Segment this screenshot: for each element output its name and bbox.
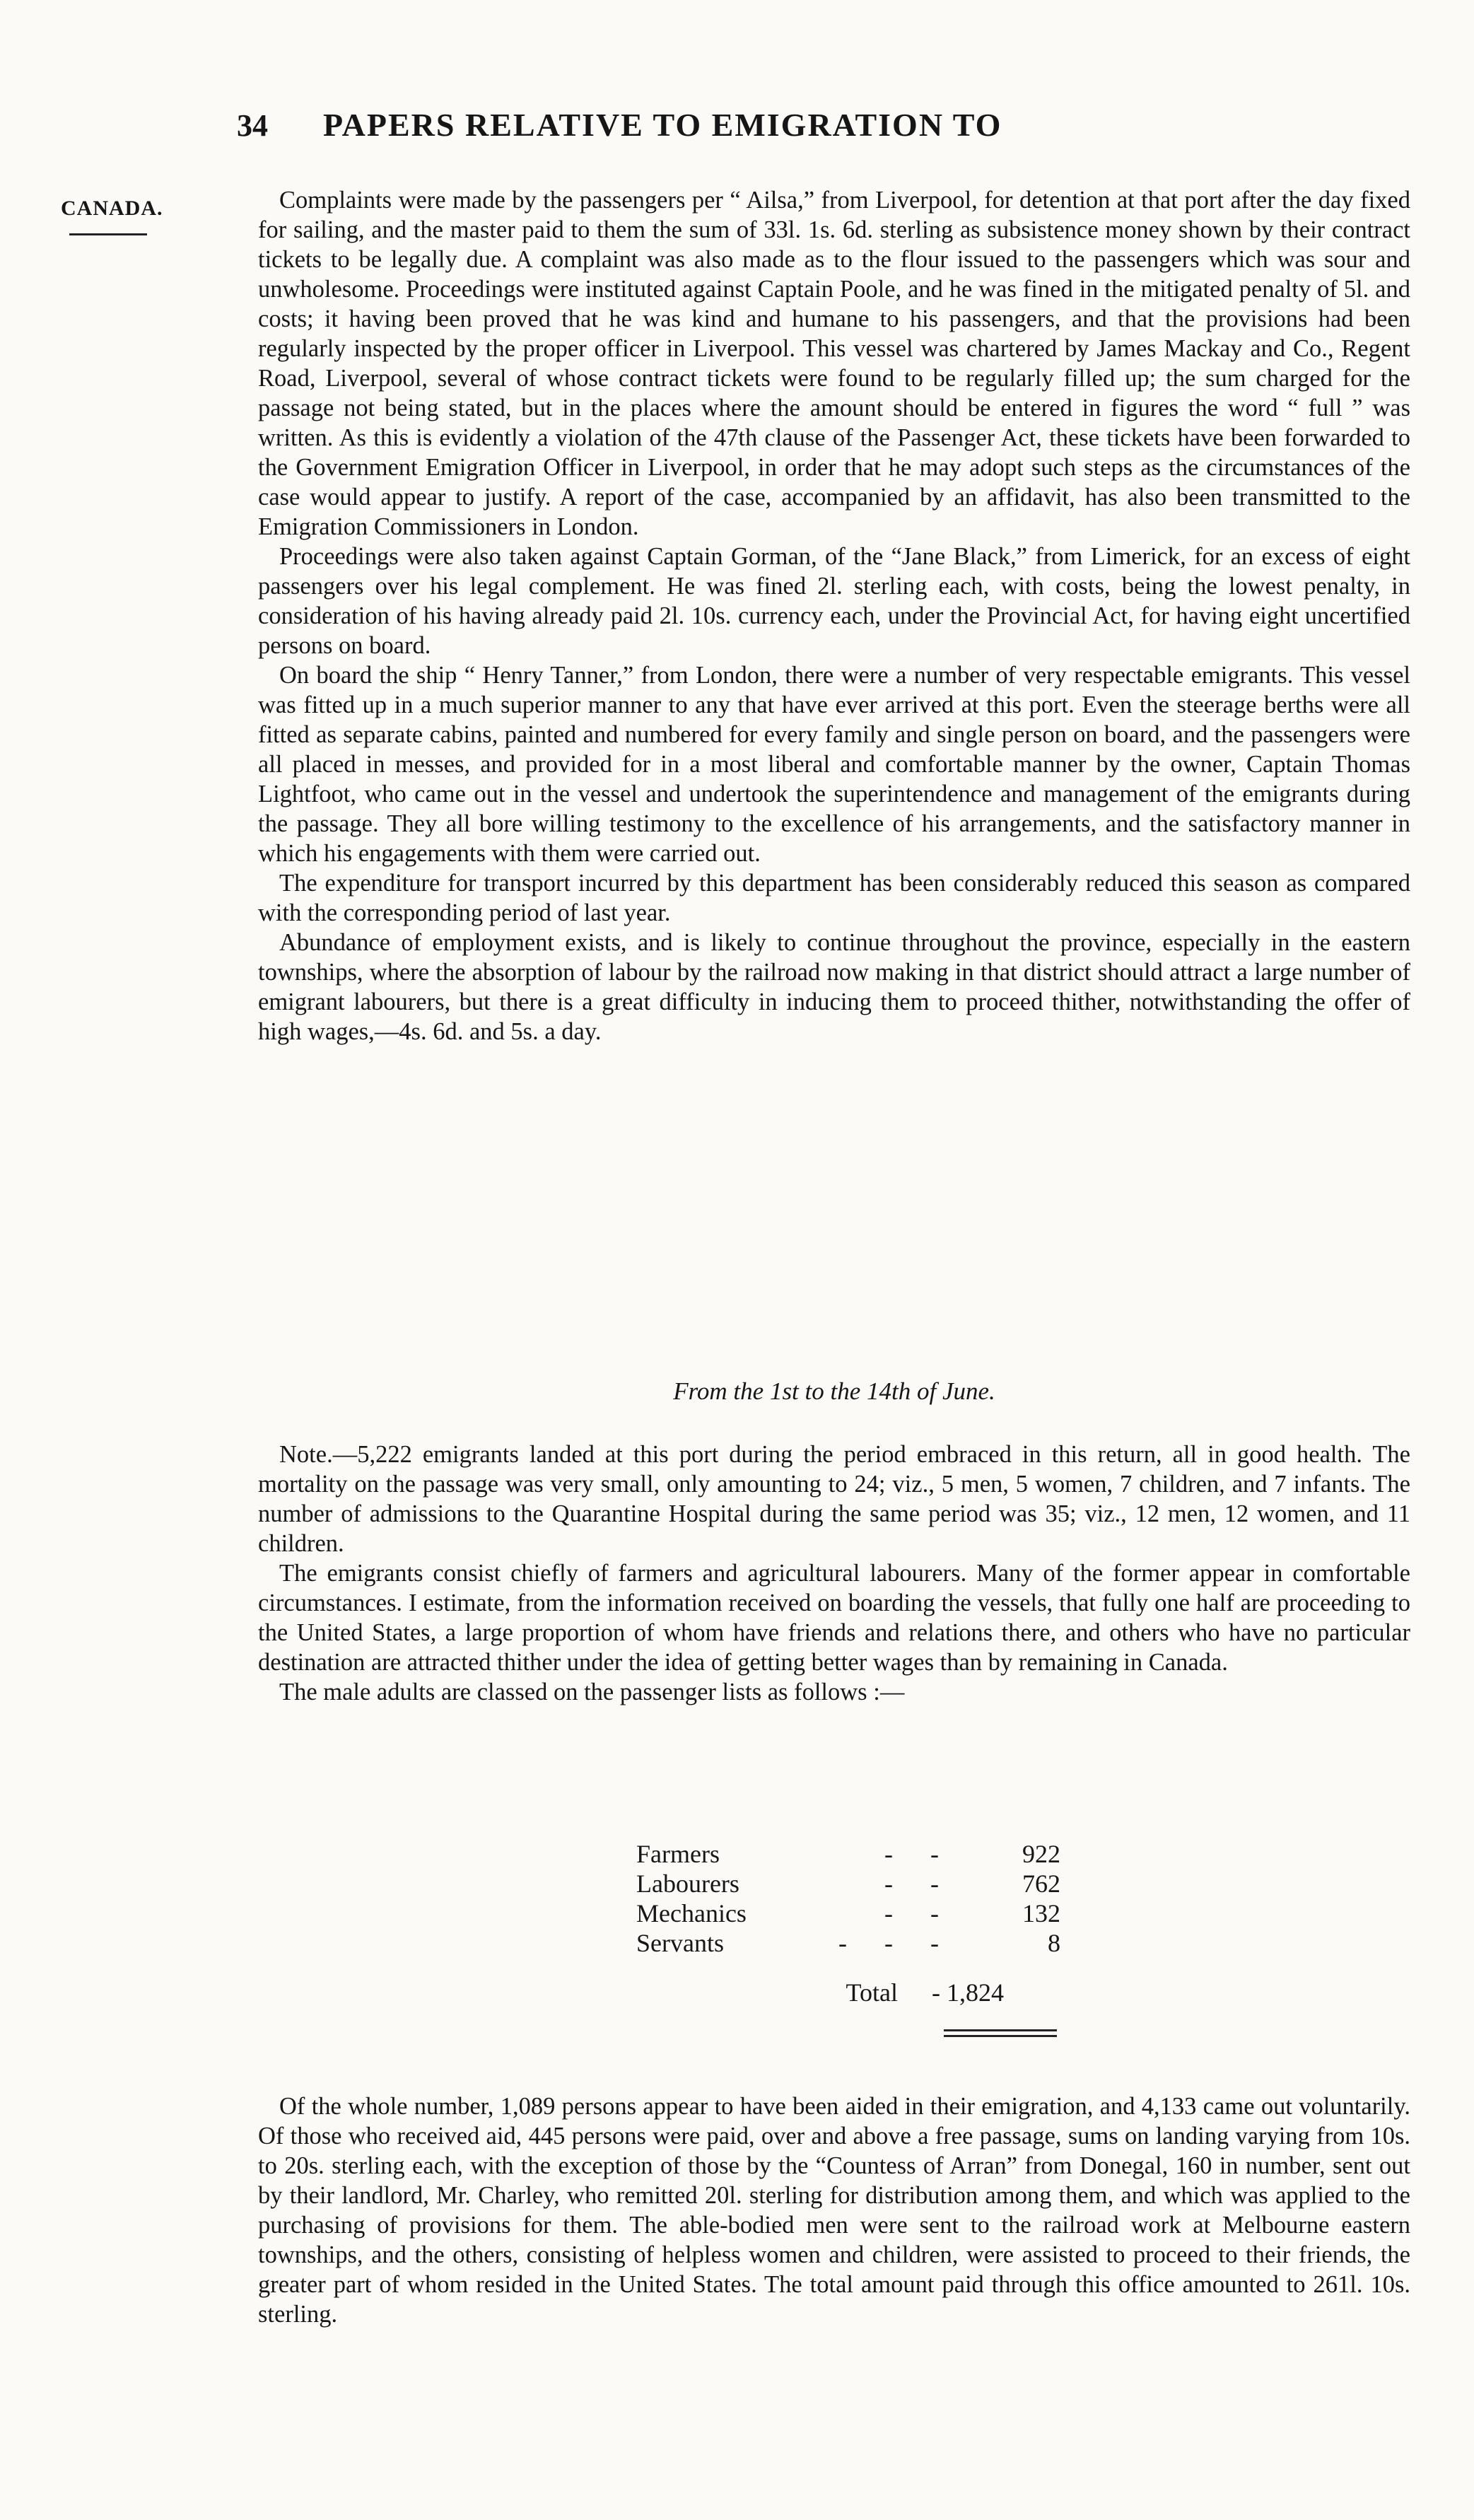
- total-underline: [944, 2035, 1057, 2037]
- paragraph: The expenditure for transport incurred by this department has been considerably reduced this season as compared with the corresponding period of last year.: [258, 870, 1410, 926]
- total-value: - 1,824: [932, 1978, 1004, 2007]
- occupation-value: 762: [1022, 1869, 1060, 1898]
- occupation-label: Farmers: [636, 1840, 720, 1868]
- total-underline: [944, 2029, 1057, 2031]
- table-row: [636, 1869, 1060, 1898]
- body-text-middle: [258, 1440, 1410, 1707]
- page-header: [237, 106, 1227, 148]
- section-heading: From the 1st to the 14th of June.: [673, 1377, 995, 1405]
- margin-rule: [69, 233, 147, 235]
- table-row: [636, 1898, 1060, 1928]
- leader-dashes: - - -: [838, 1929, 954, 1957]
- leader-dashes: - -: [884, 1899, 954, 1927]
- paragraph: Note.—5,222 emigrants landed at this port during the period embraced in this return, all in good health. The mortality on the passage was very small, only amounting to 24; viz., 5 men, 5 women, 7 children, and 7 infants. The number of admissions to the Quarantine Hospital during the same period was 35; viz., 12 men, 12 women, and 11 children.: [258, 1441, 1410, 1557]
- occupation-label: Labourers: [636, 1869, 739, 1898]
- paragraph: Of the whole number, 1,089 persons appear to have been aided in their emigration, and 4,133 came out voluntarily. Of those who received aid, 445 persons were paid, over and above a free passage, sums on landing varying from 10s. to 20s. sterling each, with the exception of those by the “Countess of Arran” from Donegal, 160 in number, sent out by their landlord, Mr. Charley, who remitted 20l. sterling for distribution among them, and which was applied to the purchasing of provisions for them. The able-bodied men were sent to the railroad work at Melbourne eastern townships, and the others, consisting of helpless women and children, were assisted to proceed to their friends, the greater part of whom resided in the United States. The total amount paid through this office amounted to 261l. 10s. sterling.: [258, 2093, 1410, 2328]
- occupation-table: [636, 1839, 1060, 2007]
- paragraph: Abundance of employment exists, and is likely to continue throughout the province, especially in the eastern townships, where the absorption of labour by the railroad now making in that district should attract a large number of emigrant labourers, but there is a great difficulty in inducing them to proceed thither, notwithstanding the offer of high wages,—4s. 6d. and 5s. a day.: [258, 929, 1410, 1045]
- total-row: [636, 1978, 1060, 2007]
- occupation-label: Mechanics: [636, 1899, 747, 1927]
- paragraph: Proceedings were also taken against Captain Gorman, of the “Jane Black,” from Limerick, for an excess of eight passengers over his legal complement. He was fined 2l. sterling each, with costs, being the lowest penalty, in consideration of his having already paid 2l. 10s. currency each, under the Provincial Act, for having eight uncertified persons on board.: [258, 543, 1410, 659]
- page-number: 34: [237, 108, 268, 143]
- running-head: PAPERS RELATIVE TO EMIGRATION TO: [323, 107, 1002, 143]
- leader-dashes: - -: [884, 1840, 954, 1868]
- occupation-value: 922: [1022, 1840, 1060, 1868]
- total-label: Total: [846, 1978, 898, 2007]
- margin-note: CANADA.: [61, 197, 163, 220]
- body-text-bottom: [258, 2092, 1410, 2329]
- paragraph: Complaints were made by the passengers per “ Ailsa,” from Liverpool, for detention at that port after the day fixed for sailing, and the master paid to them the sum of 33l. 1s. 6d. sterling as subsistence money shown by their contract tickets to be legally due. A complaint was also made as to the flour issued to the passengers which was sour and unwholesome. Proceedings were instituted against Captain Poole, and he was fined in the mitigated penalty of 5l. and costs; it having been proved that he was kind and humane to his passengers, and that the provisions had been regularly inspected by the proper officer in Liverpool. This vessel was chartered by James Mackay and Co., Regent Road, Liverpool, several of whose contract tickets were found to be regularly filled up; the sum charged for the passage not being stated, but in the places where the amount should be entered in figures the word “ full ” was written. As this is evidently a violation of the 47th clause of the Passenger Act, these tickets have been forwarded to the Government Emigration Officer in Liverpool, in order that he may adopt such steps as the circumstances of the case would appear to justify. A report of the case, accompanied by an affidavit, has also been transmitted to the Emigration Commissioners in London.: [258, 187, 1410, 540]
- paragraph: The emigrants consist chiefly of farmers and agricultural labourers. Many of the former appear in comfortable circumstances. I estimate, from the information received on boarding the vessels, that fully one half are proceeding to the United States, a large proportion of whom have friends and relations there, and others who have no particular destination are attracted thither under the idea of getting better wages than by remaining in Canada.: [258, 1560, 1410, 1676]
- body-text-top: [258, 185, 1410, 1046]
- leader-dashes: - -: [884, 1869, 954, 1898]
- table-row: [636, 1928, 1060, 1958]
- paragraph: On board the ship “ Henry Tanner,” from London, there were a number of very respectable emigrants. This vessel was fitted up in a much superior manner to any that have ever arrived at this port. Even the steerage berths were all fitted as separate cabins, painted and numbered for every family and single person on board, and the passengers were all placed in messes, and provided for in a most liberal and comfortable manner by the owner, Captain Thomas Lightfoot, who came out in the vessel and undertook the superintendence and management of the emigrants during the passage. They all bore willing testimony to the excellence of his arrangements, and the satisfactory manner in which his engagements with them were carried out.: [258, 662, 1410, 867]
- occupation-label: Servants: [636, 1929, 724, 1957]
- table-row: [636, 1839, 1060, 1869]
- occupation-value: 132: [1022, 1899, 1060, 1927]
- occupation-value: 8: [1048, 1929, 1060, 1957]
- paragraph: The male adults are classed on the passenger lists as follows :—: [279, 1679, 905, 1705]
